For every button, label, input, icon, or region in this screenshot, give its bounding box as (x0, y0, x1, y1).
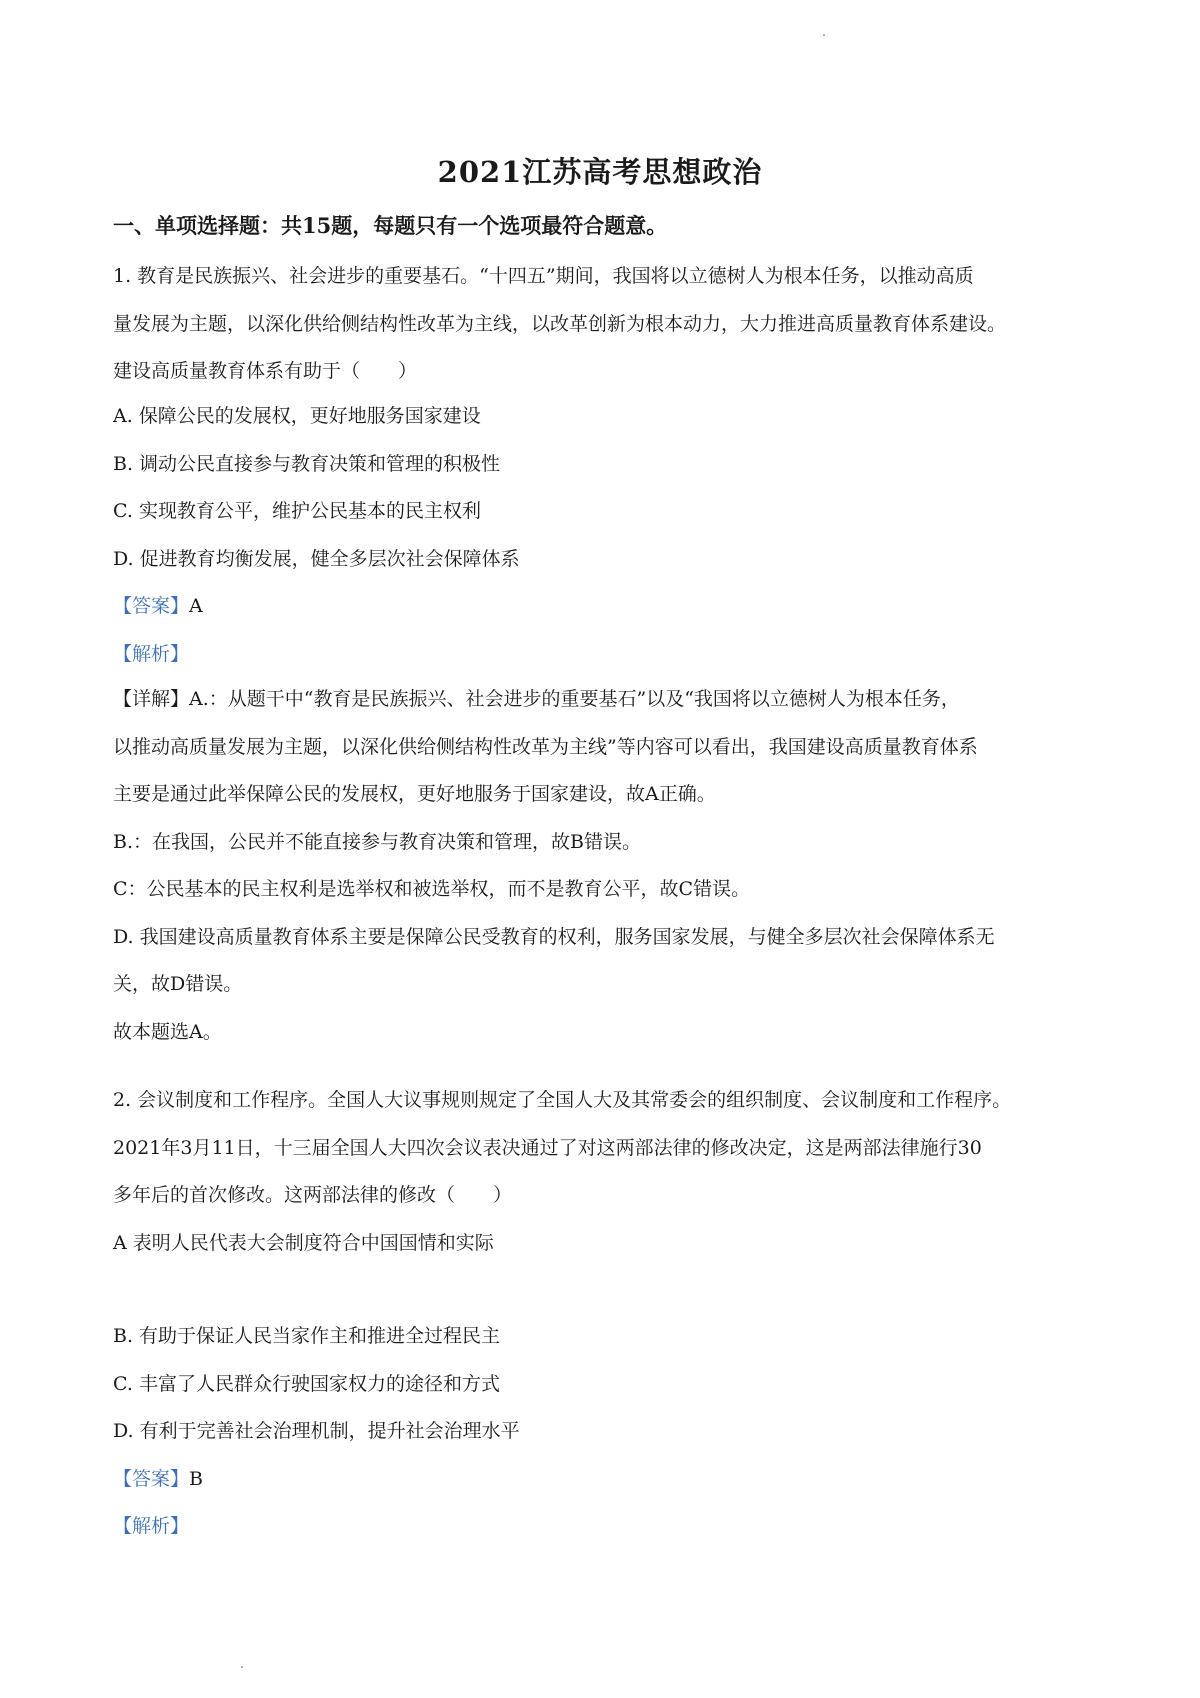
q1-detail-line: 以推动高质量发展为主题，以深化供给侧结构性改革为主线”等内容可以看出，我国建设高质量教育体系 (113, 735, 978, 758)
answer-value: B (189, 1467, 203, 1490)
q1-stem-line: 建设高质量教育体系有助于（ ） (113, 360, 418, 382)
answer-tag: 【答案】 (113, 595, 190, 617)
q2-answer (113, 1456, 1103, 1504)
q2-option-c: C. 丰富了人民群众行驶国家权力的途径和方式 (113, 1372, 500, 1395)
answer-value: A (189, 595, 203, 617)
scan-speck (241, 1666, 243, 1668)
q1-detail-line: 关，故D错误。 (113, 973, 243, 995)
q1-option-b: B. 调动公民直接参与教育决策和管理的积极性 (113, 452, 501, 475)
analysis-tag: 【解析】 (113, 1515, 190, 1537)
q1-option-c: C. 实现教育公平，维护公民基本的民主权利 (113, 500, 481, 522)
q1-detail (113, 676, 1103, 1056)
detail-tag: 【详解】 (113, 688, 190, 710)
q1-analysis (113, 631, 1103, 679)
scan-speck (823, 34, 825, 36)
q2-options (113, 1313, 1103, 1551)
question-2 (113, 1077, 1103, 1267)
q1-detail-line: 主要是通过此举保障公民的发展权，更好地服务于国家建设，故A正确。 (113, 783, 716, 805)
answer-tag: 【答案】 (113, 1467, 190, 1490)
q1-detail-line: C：公民基本的民主权利是选举权和被选举权，而不是教育公平，故C错误。 (113, 878, 751, 900)
q1-option-d: D. 促进教育均衡发展，健全多层次社会保障体系 (113, 547, 520, 570)
question-1 (113, 253, 1103, 396)
q1-stem-line: 量发展为主题，以深化供给侧结构性改革为主线，以改革创新为根本动力，大力推进高质量教育体系建设。 (113, 312, 1007, 335)
q2-option-b: B. 有助于保证人民当家作主和推进全过程民主 (113, 1325, 501, 1347)
q2-stem-line: 2021年3月11日，十三届全国人大四次会议表决通过了对这两部法律的修改决定，这是两部法律施行30 (113, 1136, 982, 1159)
q2-option-d: D. 有利于完善社会治理机制，提升社会治理水平 (113, 1420, 520, 1442)
page-title: 2021江苏高考思想政治 (437, 155, 763, 189)
q1-detail-line: B.：在我国，公民并不能直接参与教育决策和管理，故B错误。 (113, 830, 641, 853)
q2-stem-line: 多年后的首次修改。这两部法律的修改（ ） (113, 1184, 513, 1206)
q1-conclusion: 故本题选A。 (113, 1020, 222, 1043)
q1-stem-line: 1. 教育是民族振兴、社会进步的重要基石。“十四五”期间，我国将以立德树人为根本任务，以推动高质 (113, 265, 974, 287)
section-heading: 一、单项选择题：共15题，每题只有一个选项最符合题意。 (113, 213, 668, 238)
q1-option-a: A. 保障公民的发展权，更好地服务国家建设 (113, 405, 481, 427)
q2-analysis (113, 1503, 1103, 1551)
q1-detail-line: D. 我国建设高质量教育体系主要是保障公民受教育的权利，服务国家发展，与健全多层次社会保障体系无 (113, 925, 995, 948)
q2-option-a: A 表明人民代表大会制度符合中国国情和实际 (113, 1231, 494, 1254)
analysis-tag: 【解析】 (113, 642, 190, 665)
q1-answer (113, 583, 1103, 631)
q2-stem-line: 2. 会议制度和工作程序。全国人大议事规则规定了全国人大及其常委会的组织制度、会议制度和工作程序。 (113, 1089, 1012, 1111)
q1-detail-line: 【详解】A.：从题干中“教育是民族振兴、社会进步的重要基石”以及“我国将以立德树人为根本任务， (113, 688, 960, 710)
q1-options (113, 393, 1103, 678)
